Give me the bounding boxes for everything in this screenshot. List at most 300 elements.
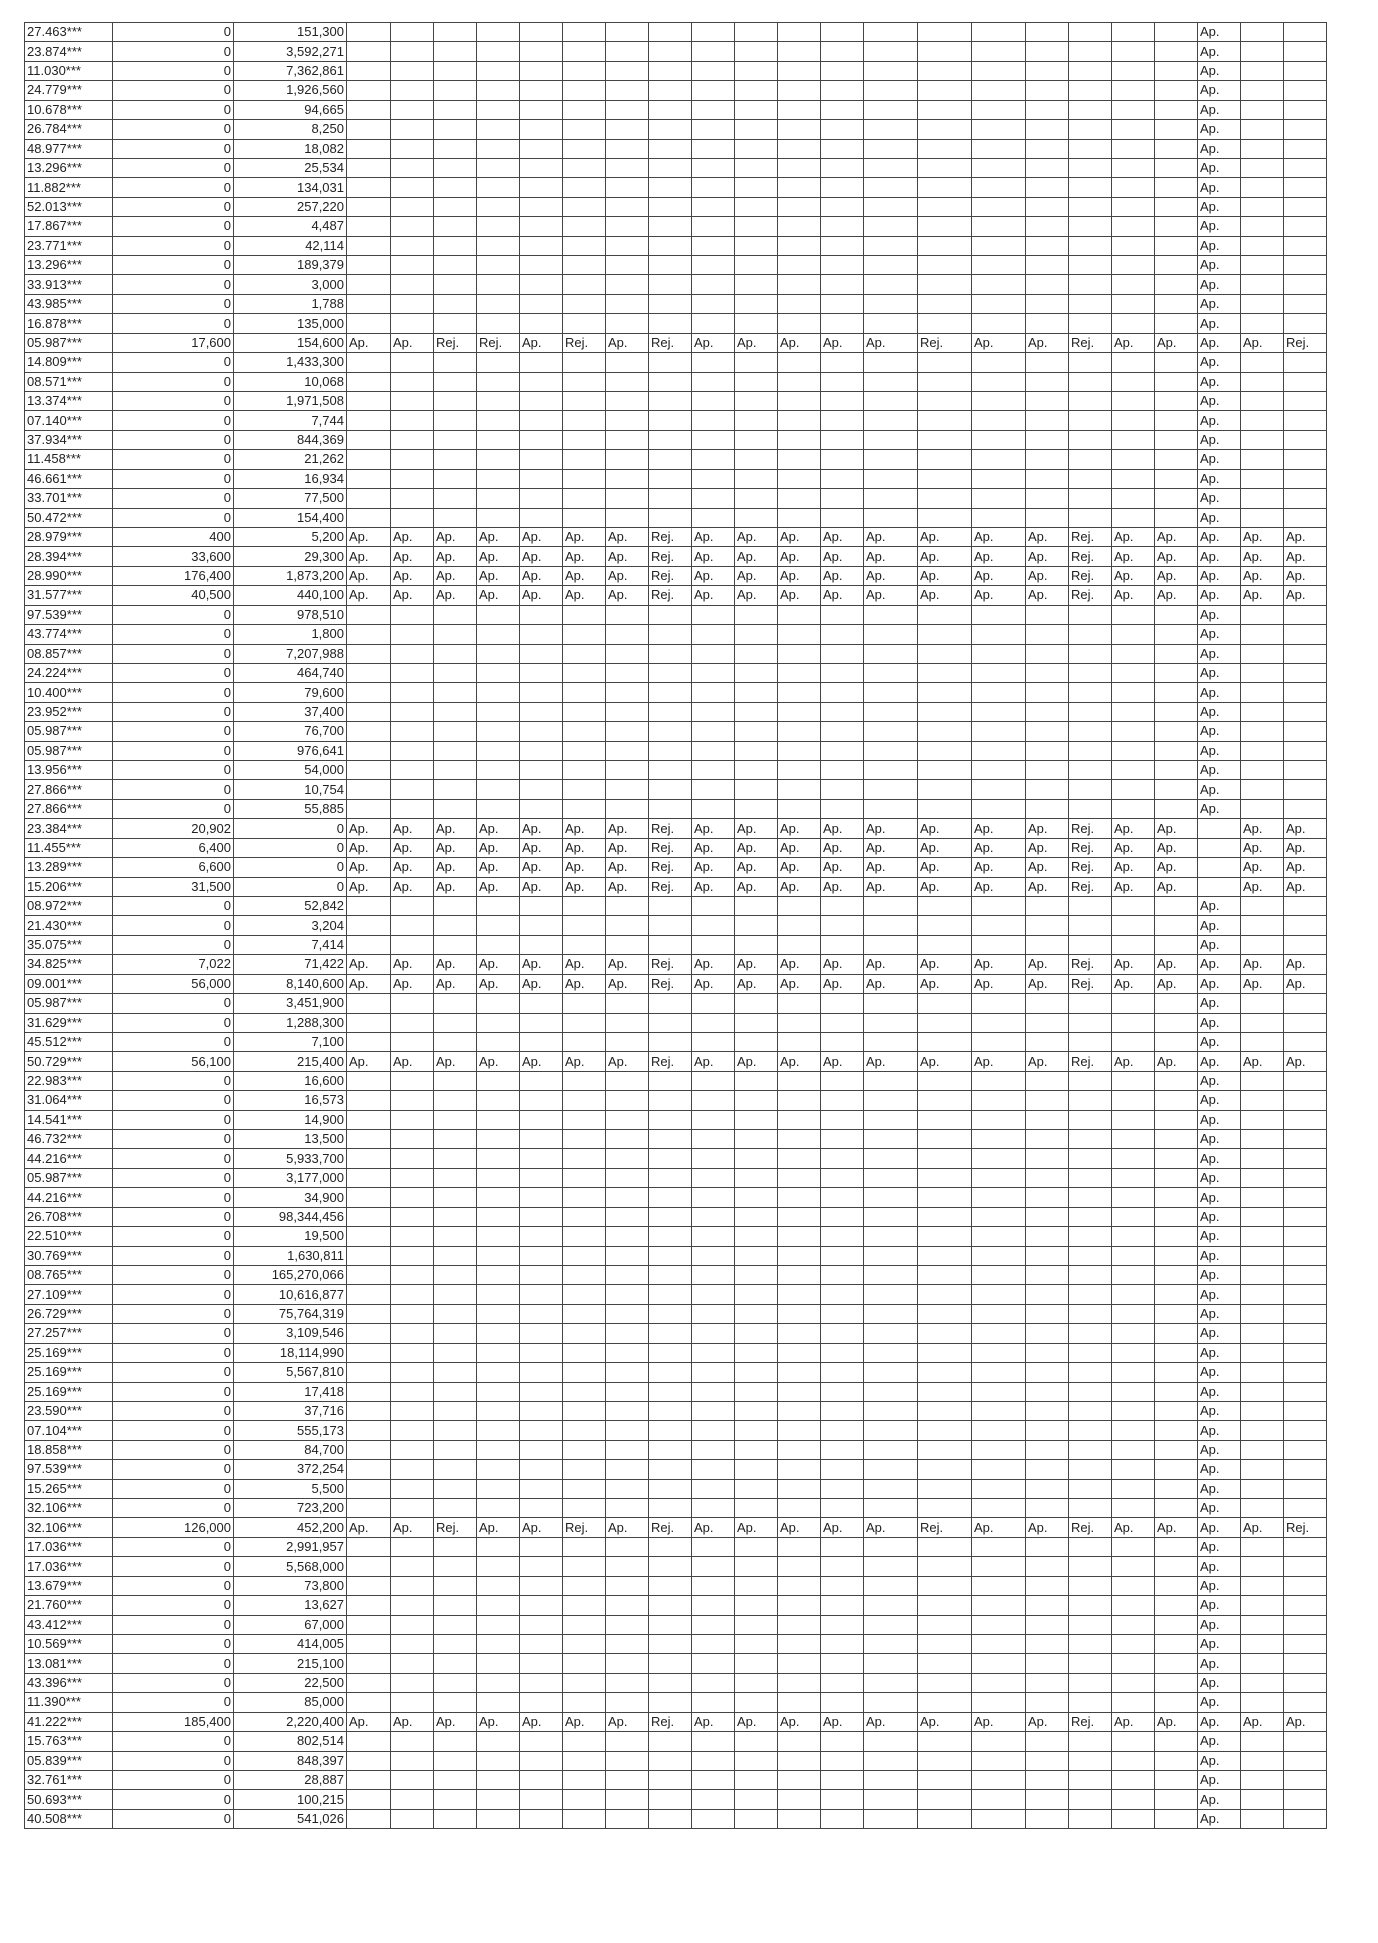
vote-cell [1026, 761, 1069, 780]
vote-cell [1112, 1343, 1155, 1362]
vote-cell [347, 1246, 391, 1265]
vote-cell: Ap. [821, 974, 864, 993]
vote-cell [606, 1770, 649, 1789]
shares-col-a-cell: 0 [113, 1557, 234, 1576]
vote-cell [864, 1673, 918, 1692]
vote-cell [391, 1557, 434, 1576]
vote-cell [972, 450, 1026, 469]
shares-col-a-cell: 0 [113, 314, 234, 333]
vote-cell [1284, 780, 1327, 799]
vote-cell: Ap. [1198, 1382, 1241, 1401]
vote-cell: Ap. [1026, 547, 1069, 566]
vote-cell [1069, 508, 1112, 527]
vote-cell [1155, 896, 1198, 915]
table-row [25, 1382, 1327, 1401]
vote-cell [347, 1188, 391, 1207]
vote-cell [1284, 392, 1327, 411]
vote-cell [391, 1673, 434, 1692]
vote-cell [778, 1363, 821, 1382]
vote-cell [606, 761, 649, 780]
vote-cell [918, 1207, 972, 1226]
vote-cell: Ap. [1241, 838, 1284, 857]
vote-cell [477, 1557, 520, 1576]
table-row [25, 275, 1327, 294]
vote-cell: Ap. [918, 877, 972, 896]
vote-cell [972, 1576, 1026, 1595]
vote-cell [1112, 158, 1155, 177]
vote-cell: Ap. [1026, 1712, 1069, 1731]
vote-cell: Ap. [918, 858, 972, 877]
vote-cell [778, 294, 821, 313]
shareholder-id-cell: 05.987*** [25, 333, 113, 352]
vote-cell [520, 1401, 563, 1420]
shares-col-b-cell: 1,788 [234, 294, 347, 313]
vote-cell [692, 158, 735, 177]
shares-col-b-cell: 0 [234, 858, 347, 877]
vote-cell [520, 1032, 563, 1051]
vote-cell [477, 353, 520, 372]
vote-cell [1155, 489, 1198, 508]
vote-cell: Rej. [1284, 333, 1327, 352]
shares-col-b-cell: 7,207,988 [234, 644, 347, 663]
vote-cell: Ap. [520, 566, 563, 585]
vote-cell [735, 1537, 778, 1556]
shares-col-b-cell: 257,220 [234, 197, 347, 216]
vote-cell [735, 1110, 778, 1129]
vote-cell [563, 1382, 606, 1401]
vote-cell [606, 1130, 649, 1149]
vote-cell: Ap. [347, 955, 391, 974]
vote-cell [391, 197, 434, 216]
vote-cell [1026, 372, 1069, 391]
vote-cell [434, 1460, 477, 1479]
table-row [25, 1110, 1327, 1129]
vote-cell [1026, 1207, 1069, 1226]
vote-cell [864, 896, 918, 915]
vote-cell [477, 605, 520, 624]
shares-col-a-cell: 0 [113, 450, 234, 469]
shares-col-b-cell: 5,933,700 [234, 1149, 347, 1168]
vote-cell [1026, 1032, 1069, 1051]
vote-cell [918, 1460, 972, 1479]
vote-cell [864, 625, 918, 644]
vote-cell [692, 1013, 735, 1032]
vote-cell [1155, 1576, 1198, 1595]
vote-cell [606, 1207, 649, 1226]
vote-cell [778, 702, 821, 721]
vote-cell [563, 605, 606, 624]
vote-cell [434, 1207, 477, 1226]
vote-cell [1112, 1266, 1155, 1285]
vote-cell [391, 1266, 434, 1285]
shareholder-id-cell: 10.569*** [25, 1635, 113, 1654]
vote-cell: Ap. [606, 1712, 649, 1731]
vote-cell [864, 139, 918, 158]
shares-col-b-cell: 13,500 [234, 1130, 347, 1149]
vote-cell [477, 81, 520, 100]
vote-cell: Ap. [1026, 586, 1069, 605]
shareholder-id-cell: 15.763*** [25, 1732, 113, 1751]
vote-cell: Ap. [347, 858, 391, 877]
vote-cell [1241, 1615, 1284, 1634]
vote-cell [347, 411, 391, 430]
vote-cell [1155, 392, 1198, 411]
vote-cell [821, 1596, 864, 1615]
vote-cell: Ap. [692, 333, 735, 352]
vote-cell [391, 392, 434, 411]
shares-col-b-cell: 0 [234, 819, 347, 838]
vote-cell [821, 81, 864, 100]
vote-cell [1112, 1673, 1155, 1692]
vote-cell [1284, 1499, 1327, 1518]
vote-cell: Ap. [477, 566, 520, 585]
table-row [25, 1751, 1327, 1770]
vote-cell: Ap. [606, 333, 649, 352]
vote-cell [1284, 1557, 1327, 1576]
vote-cell [778, 1401, 821, 1420]
vote-cell: Ap. [778, 838, 821, 857]
vote-cell [1155, 1013, 1198, 1032]
vote-cell [520, 994, 563, 1013]
vote-cell [1155, 178, 1198, 197]
vote-cell [347, 1615, 391, 1634]
vote-cell [434, 761, 477, 780]
vote-cell [649, 916, 692, 935]
table-row [25, 527, 1327, 546]
vote-cell [778, 1537, 821, 1556]
shares-col-b-cell: 555,173 [234, 1421, 347, 1440]
vote-cell [864, 217, 918, 236]
vote-cell [1241, 1032, 1284, 1051]
vote-cell [391, 314, 434, 333]
vote-cell [778, 1654, 821, 1673]
shares-col-a-cell: 0 [113, 1013, 234, 1032]
vote-cell [391, 1537, 434, 1556]
vote-cell: Ap. [606, 527, 649, 546]
vote-cell [1069, 275, 1112, 294]
vote-cell [778, 217, 821, 236]
vote-cell: Ap. [1198, 974, 1241, 993]
vote-cell [477, 314, 520, 333]
vote-cell [735, 23, 778, 42]
vote-cell [1026, 1324, 1069, 1343]
vote-cell [477, 1071, 520, 1090]
vote-cell [606, 605, 649, 624]
vote-cell [1069, 217, 1112, 236]
vote-cell [918, 100, 972, 119]
vote-cell [477, 1343, 520, 1362]
vote-cell [606, 1693, 649, 1712]
vote-cell [692, 1304, 735, 1323]
vote-cell [918, 780, 972, 799]
vote-cell [1112, 81, 1155, 100]
shareholder-id-cell: 28.990*** [25, 566, 113, 585]
vote-cell: Ap. [972, 838, 1026, 857]
vote-cell [434, 508, 477, 527]
vote-cell [918, 644, 972, 663]
shares-col-b-cell: 802,514 [234, 1732, 347, 1751]
vote-cell [563, 916, 606, 935]
vote-cell [692, 411, 735, 430]
vote-cell: Ap. [1026, 955, 1069, 974]
vote-cell [347, 1673, 391, 1692]
vote-cell: Ap. [1198, 1576, 1241, 1595]
vote-cell [1112, 1596, 1155, 1615]
vote-cell [918, 158, 972, 177]
vote-cell [649, 275, 692, 294]
vote-cell [918, 1576, 972, 1595]
shareholder-id-cell: 08.857*** [25, 644, 113, 663]
vote-cell [1112, 1557, 1155, 1576]
shareholder-id-cell: 32.106*** [25, 1499, 113, 1518]
vote-cell [972, 780, 1026, 799]
vote-cell [391, 469, 434, 488]
vote-cell [1069, 178, 1112, 197]
vote-cell [692, 120, 735, 139]
shares-col-b-cell: 7,362,861 [234, 61, 347, 80]
shares-col-b-cell: 77,500 [234, 489, 347, 508]
vote-cell: Ap. [477, 1712, 520, 1731]
table-row [25, 1499, 1327, 1518]
vote-cell [391, 1130, 434, 1149]
vote-cell [864, 1557, 918, 1576]
vote-cell [1112, 411, 1155, 430]
vote-cell [520, 1790, 563, 1809]
vote-cell [778, 411, 821, 430]
vote-cell [347, 625, 391, 644]
vote-cell [1112, 1401, 1155, 1420]
vote-cell [649, 1363, 692, 1382]
vote-cell [477, 275, 520, 294]
vote-cell [821, 1440, 864, 1459]
shares-col-b-cell: 22,500 [234, 1673, 347, 1692]
vote-cell [391, 935, 434, 954]
shareholder-id-cell: 05.987*** [25, 722, 113, 741]
vote-cell: Ap. [1198, 275, 1241, 294]
vote-cell: Ap. [1112, 877, 1155, 896]
vote-cell [1069, 625, 1112, 644]
vote-cell [778, 761, 821, 780]
vote-cell [821, 1499, 864, 1518]
vote-cell [735, 1790, 778, 1809]
vote-cell [864, 1751, 918, 1770]
vote-cell [821, 1460, 864, 1479]
vote-cell [1069, 23, 1112, 42]
vote-cell [1155, 81, 1198, 100]
vote-cell [347, 1227, 391, 1246]
vote-cell [972, 100, 1026, 119]
vote-cell [477, 1615, 520, 1634]
vote-cell: Ap. [972, 527, 1026, 546]
vote-cell [520, 294, 563, 313]
vote-cell [1112, 508, 1155, 527]
vote-cell: Ap. [972, 547, 1026, 566]
shares-col-b-cell: 100,215 [234, 1790, 347, 1809]
shareholder-id-cell: 23.771*** [25, 236, 113, 255]
vote-cell: Ap. [864, 333, 918, 352]
table-row [25, 1557, 1327, 1576]
vote-cell [347, 1110, 391, 1129]
shareholder-id-cell: 13.956*** [25, 761, 113, 780]
vote-cell [1241, 430, 1284, 449]
vote-cell [778, 275, 821, 294]
shares-col-b-cell: 13,627 [234, 1596, 347, 1615]
vote-cell [918, 1363, 972, 1382]
vote-cell [1284, 372, 1327, 391]
vote-cell [1155, 314, 1198, 333]
vote-cell [1069, 1013, 1112, 1032]
vote-cell: Ap. [1198, 61, 1241, 80]
table-row [25, 158, 1327, 177]
vote-cell [477, 780, 520, 799]
vote-cell: Ap. [918, 547, 972, 566]
vote-cell: Ap. [1198, 353, 1241, 372]
vote-cell: Ap. [735, 333, 778, 352]
vote-cell [347, 1207, 391, 1226]
vote-cell [918, 353, 972, 372]
shares-col-b-cell: 215,100 [234, 1654, 347, 1673]
vote-cell [864, 1149, 918, 1168]
table-row [25, 372, 1327, 391]
table-row [25, 1227, 1327, 1246]
vote-cell [391, 1149, 434, 1168]
vote-cell [1069, 236, 1112, 255]
vote-cell [692, 644, 735, 663]
vote-cell [1241, 799, 1284, 818]
vote-cell: Ap. [1198, 197, 1241, 216]
vote-cell [972, 1635, 1026, 1654]
vote-cell [735, 1227, 778, 1246]
vote-cell: Ap. [864, 586, 918, 605]
vote-cell: Ap. [918, 838, 972, 857]
vote-cell [1026, 1732, 1069, 1751]
vote-cell [1026, 1537, 1069, 1556]
vote-cell [391, 1110, 434, 1129]
shares-col-a-cell: 40,500 [113, 586, 234, 605]
shareholder-id-cell: 43.396*** [25, 1673, 113, 1692]
vote-cell [391, 1207, 434, 1226]
vote-cell [649, 1635, 692, 1654]
vote-cell [649, 294, 692, 313]
vote-cell [434, 1401, 477, 1420]
vote-cell: Rej. [1069, 877, 1112, 896]
vote-cell [972, 1207, 1026, 1226]
vote-cell [1155, 100, 1198, 119]
vote-cell [1112, 372, 1155, 391]
vote-cell: Rej. [649, 838, 692, 857]
vote-cell: Ap. [520, 527, 563, 546]
vote-cell: Ap. [1026, 527, 1069, 546]
vote-cell [649, 1188, 692, 1207]
shareholder-id-cell: 13.374*** [25, 392, 113, 411]
vote-cell [649, 1110, 692, 1129]
vote-cell: Rej. [434, 1518, 477, 1537]
vote-cell [1155, 935, 1198, 954]
vote-cell [692, 1285, 735, 1304]
vote-cell [477, 1188, 520, 1207]
vote-cell [972, 1809, 1026, 1828]
vote-cell [563, 372, 606, 391]
shareholder-id-cell: 32.106*** [25, 1518, 113, 1537]
vote-cell [649, 799, 692, 818]
vote-cell [778, 469, 821, 488]
vote-cell: Ap. [1198, 1071, 1241, 1090]
shareholder-id-cell: 22.510*** [25, 1227, 113, 1246]
vote-cell [1112, 1188, 1155, 1207]
vote-cell [477, 1673, 520, 1692]
vote-cell [1241, 489, 1284, 508]
vote-cell [1112, 1130, 1155, 1149]
shareholder-id-cell: 31.064*** [25, 1091, 113, 1110]
vote-cell: Rej. [1069, 955, 1112, 974]
vote-cell [477, 1091, 520, 1110]
vote-cell [477, 1732, 520, 1751]
vote-cell [1112, 1537, 1155, 1556]
shares-col-b-cell: 1,971,508 [234, 392, 347, 411]
vote-cell: Ap. [1198, 683, 1241, 702]
vote-cell [1112, 1013, 1155, 1032]
vote-cell [434, 489, 477, 508]
vote-cell [692, 780, 735, 799]
vote-cell [864, 42, 918, 61]
vote-cell [1241, 1130, 1284, 1149]
table-row [25, 586, 1327, 605]
vote-cell: Ap. [821, 819, 864, 838]
vote-cell [606, 1751, 649, 1770]
vote-cell: Rej. [1069, 527, 1112, 546]
vote-cell [692, 799, 735, 818]
vote-cell [391, 1732, 434, 1751]
vote-cell [391, 61, 434, 80]
shares-col-b-cell: 94,665 [234, 100, 347, 119]
vote-cell [434, 139, 477, 158]
vote-cell [778, 1266, 821, 1285]
vote-cell: Rej. [563, 1518, 606, 1537]
vote-cell: Ap. [1198, 1518, 1241, 1537]
vote-cell: Ap. [821, 838, 864, 857]
vote-cell [821, 1110, 864, 1129]
vote-cell [520, 1285, 563, 1304]
shareholder-id-cell: 50.693*** [25, 1790, 113, 1809]
vote-cell [563, 994, 606, 1013]
vote-cell: Rej. [649, 1518, 692, 1537]
vote-cell [735, 100, 778, 119]
shares-col-b-cell: 844,369 [234, 430, 347, 449]
vote-cell [1241, 625, 1284, 644]
vote-cell [1241, 1557, 1284, 1576]
vote-cell [520, 353, 563, 372]
shares-col-b-cell: 14,900 [234, 1110, 347, 1129]
vote-cell [1284, 1382, 1327, 1401]
vote-cell [972, 197, 1026, 216]
vote-cell [864, 1654, 918, 1673]
table-row [25, 1479, 1327, 1498]
vote-cell [477, 1246, 520, 1265]
vote-cell [477, 430, 520, 449]
vote-cell [1026, 1343, 1069, 1362]
vote-cell [1155, 411, 1198, 430]
vote-cell [918, 61, 972, 80]
vote-cell [434, 314, 477, 333]
vote-cell [606, 508, 649, 527]
vote-cell [1026, 1266, 1069, 1285]
vote-cell [347, 275, 391, 294]
vote-cell [735, 314, 778, 333]
vote-cell: Ap. [778, 586, 821, 605]
vote-cell [692, 1654, 735, 1673]
vote-cell [347, 1421, 391, 1440]
shares-col-b-cell: 1,800 [234, 625, 347, 644]
